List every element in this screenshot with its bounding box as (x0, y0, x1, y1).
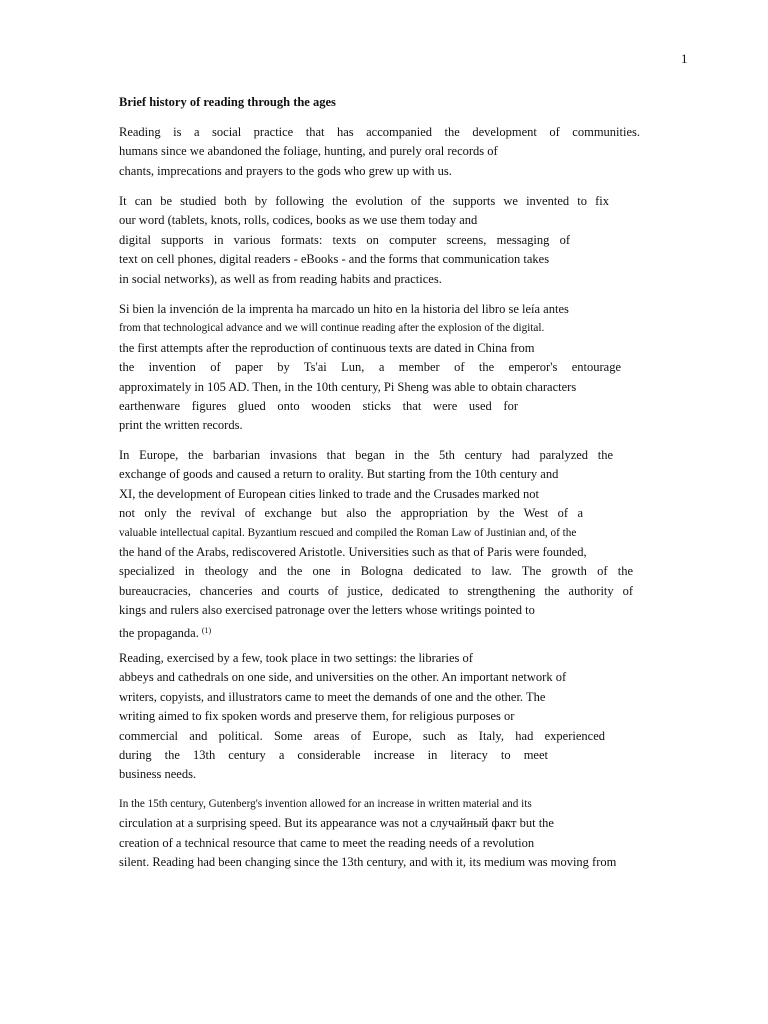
text-line: not only the revival of exchange but also the appropriation by the West of a (119, 506, 583, 521)
text-line: writing aimed to fix spoken words and preserve them, for religious purposes or (119, 709, 515, 724)
text-line: earthenware figures glued onto wooden sticks that were used for (119, 398, 518, 413)
text-line: kings and rulers also exercised patronage over the letters whose writings pointed to (119, 603, 535, 618)
text-line: humans since we abandoned the foliage, hunting, and purely oral records of (119, 144, 498, 159)
text-line: XI, the development of European cities linked to trade and the Crusades marked not (119, 486, 540, 501)
paragraph-2 (119, 192, 669, 289)
text-line: specialized in theology and the one in Bologna dedicated to law. The growth of the (119, 564, 633, 579)
text-line: the hand of the Arabs, rediscovered Aristotle. Universities such as that of Paris were founded, (119, 544, 587, 559)
text-line: during the 13th century a considerable increase in literacy to meet (119, 747, 548, 762)
text-line: Reading, exercised by a few, took place in two settings: the libraries of (119, 651, 473, 665)
text-line: In the 15th century, Gutenberg's invention allowed for an increase in written material and its (119, 798, 532, 810)
text-line: the first attempts after the reproduction of continuous texts are dated in China from (119, 340, 535, 355)
text-line: Si bien la invención de la imprenta ha marcado un hito en la historia del libro se leía antes (119, 302, 569, 316)
text-line-content: the propaganda. (119, 625, 199, 640)
text-line (119, 621, 669, 640)
text-line: creation of a technical resource that came to meet the reading needs of a revolution (119, 835, 535, 850)
text-line: from that technological advance and we will continue reading after the explosion of the digital. (119, 322, 545, 335)
document-title: Brief history of reading through the ages (119, 95, 336, 109)
text-line: commercial and political. Some areas of Europe, such as Italy, had experienced (119, 728, 605, 743)
text-line: writers, copyists, and illustrators came to meet the demands of one and the other. The (119, 689, 546, 704)
text-line: in social networks), as well as from reading habits and practices. (119, 271, 442, 286)
text-line: chants, imprecations and prayers to the gods who grew up with us. (119, 163, 452, 178)
text-line: our word (tablets, knots, rolls, codices, books as we use them today and (119, 213, 478, 228)
paragraph-3 (119, 300, 669, 436)
text-line: silent. Reading had been changing since the 13th century, and with it, its medium was moving from (119, 855, 617, 870)
text-line: circulation at a surprising speed. But its appearance was not a случайный факт but the (119, 816, 554, 831)
text-line: digital supports in various formats: texts on computer screens, messaging of (119, 232, 570, 247)
text-line: In Europe, the barbarian invasions that began in the 5th century had paralyzed the (119, 448, 613, 462)
text-line: text on cell phones, digital readers - eBooks - and the forms that communication takes (119, 252, 550, 267)
text-line: print the written records. (119, 418, 243, 433)
text-line: approximately in 105 AD. Then, in the 10th century, Pi Sheng was able to obtain characters (119, 379, 577, 394)
paragraph-6 (119, 795, 669, 873)
paragraph-5 (119, 649, 669, 785)
text-line: valuable intellectual capital. Byzantium rescued and compiled the Roman Law of Justinian and, of the (119, 526, 577, 539)
paragraph-1 (119, 123, 669, 181)
text-line: Reading is a social practice that has accompanied the development of communities. (119, 125, 640, 139)
footnote-marker: (1) (201, 625, 212, 635)
paragraph-4 (119, 446, 669, 640)
page-number: 1 (681, 51, 688, 66)
text-line: It can be studied both by following the evolution of the supports we invented to fix (119, 194, 609, 208)
text-line: exchange of goods and caused a return to orality. But starting from the 10th century and (119, 467, 559, 482)
text-line: business needs. (119, 767, 197, 782)
text-line: the invention of paper by Ts'ai Lun, a member of the emperor's entourage (119, 360, 621, 375)
text-line: abbeys and cathedrals on one side, and universities on the other. An important network of (119, 670, 567, 685)
text-line: bureaucracies, chanceries and courts of justice, dedicated to strengthening the authority of (119, 583, 633, 598)
